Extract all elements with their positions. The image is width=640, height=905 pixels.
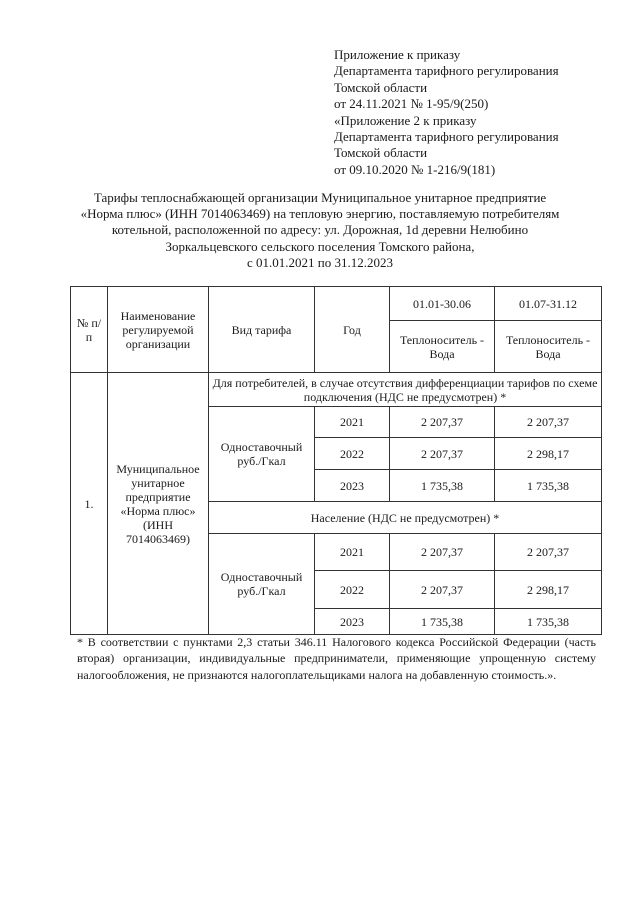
year-cell: 2023 <box>315 609 390 635</box>
value-first-half: 2 207,37 <box>390 534 495 571</box>
value-second-half: 1 735,38 <box>495 609 602 635</box>
header-number: № п/п <box>71 287 108 373</box>
section-heading: Население (НДС не предусмотрен) * <box>209 502 602 534</box>
appendix-line: Томской области <box>334 79 428 95</box>
section-heading: Для потребителей, в случае отсутствия дифференциации тарифов по схеме подключения (НДС не предусмотрен) * <box>209 373 602 407</box>
value-first-half: 1 735,38 <box>390 609 495 635</box>
footnote: * В соответствии с пунктами 2,3 статьи 346.11 Налогового кодекса Российской Федерации (часть вторая) организации, индивидуальные предприниматели, применяющие упрощенную систему налогообложения, не признаются налогоплательщиками налога на добавленную стоимость.». <box>77 635 596 682</box>
title-line: с 01.01.2021 по 31.12.2023 <box>247 254 393 270</box>
value-first-half: 2 207,37 <box>390 407 495 438</box>
header-period-second-half: 01.07-31.12 <box>495 287 602 321</box>
header-year: Год <box>315 287 390 373</box>
appendix-line: Томской области <box>334 145 428 161</box>
appendix-header <box>334 47 559 178</box>
title-line: котельной, расположенной по адресу: ул. Дорожная, 1d деревни Нелюбино <box>111 222 529 238</box>
year-cell: 2022 <box>315 438 390 470</box>
tariff-type-cell: Одноставочный руб./Гкал <box>209 407 315 502</box>
appendix-line: Департамента тарифного регулирования <box>334 129 559 145</box>
title-line: «Норма плюс» (ИНН 7014063469) на тепловую энергию, поставляемую потребителям <box>80 206 560 222</box>
header-carrier-second-half: Теплоноситель - Вода <box>495 321 602 373</box>
value-second-half: 2 207,37 <box>495 534 602 571</box>
year-cell: 2022 <box>315 571 390 609</box>
appendix-line: от 24.11.2021 № 1-95/9(250) <box>334 96 489 112</box>
value-first-half: 2 207,37 <box>390 571 495 609</box>
value-first-half: 1 735,38 <box>390 470 495 502</box>
appendix-line: от 09.10.2020 № 1-216/9(181) <box>334 161 496 177</box>
appendix-line: Приложение к приказу <box>334 47 461 62</box>
row-number: 1. <box>71 373 108 635</box>
header-period-first-half: 01.01-30.06 <box>390 287 495 321</box>
title-line: Зоркальцевского сельского поселения Томского района, <box>165 238 475 254</box>
tariff-type-cell: Одноставочный руб./Гкал <box>209 534 315 635</box>
year-cell: 2023 <box>315 470 390 502</box>
appendix-line: Департамента тарифного регулирования <box>334 63 559 79</box>
appendix-line: «Приложение 2 к приказу <box>334 112 477 128</box>
value-second-half: 1 735,38 <box>495 470 602 502</box>
document-title <box>40 190 600 271</box>
header-tariff-type: Вид тарифа <box>209 287 315 373</box>
value-first-half: 2 207,37 <box>390 438 495 470</box>
value-second-half: 2 298,17 <box>495 438 602 470</box>
value-second-half: 2 298,17 <box>495 571 602 609</box>
year-cell: 2021 <box>315 407 390 438</box>
title-line: Тарифы теплоснабжающей организации Муниципальное унитарное предприятие <box>93 190 547 205</box>
year-cell: 2021 <box>315 534 390 571</box>
value-second-half: 2 207,37 <box>495 407 602 438</box>
tariff-table <box>70 286 602 635</box>
organization-name: Муниципальное унитарное предприятие «Норма плюс» (ИНН 7014063469) <box>108 373 209 635</box>
header-organization: Наименование регулируемой организации <box>108 287 209 373</box>
header-carrier-first-half: Теплоноситель - Вода <box>390 321 495 373</box>
